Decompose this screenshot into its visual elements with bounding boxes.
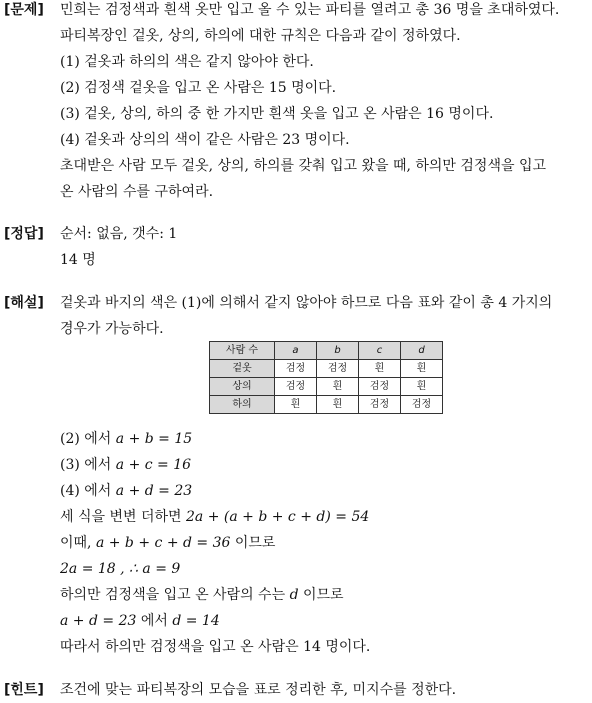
table-header-cell: c — [359, 342, 401, 360]
table-cell: 흰 — [401, 378, 443, 396]
table-row-header: 하의 — [210, 396, 275, 414]
table-row — [210, 378, 443, 396]
hint-line: 조건에 맞는 파티복장의 모습을 표로 정리한 후, 미지수를 정한다. — [60, 682, 457, 698]
equation-line: a + d = 23 에서 d = 14 — [60, 613, 220, 629]
answer-text — [60, 221, 590, 273]
equation-line: (4) 에서 a + d = 23 — [60, 483, 193, 499]
problem-line: (1) 겉옷과 하의의 색은 같지 않아야 한다. — [60, 54, 314, 70]
problem-text — [60, 0, 590, 205]
table-cell: 검정 — [317, 360, 359, 378]
case-table — [209, 341, 443, 414]
equation-line: (2) 에서 a + b = 15 — [60, 431, 193, 447]
table-cell: 검정 — [275, 378, 317, 396]
answer-line: 순서: 없음, 갯수: 1 — [60, 226, 178, 242]
table-cell: 흰 — [401, 360, 443, 378]
problem-line: 온 사람의 수를 구하여라. — [60, 184, 214, 200]
hint-text — [60, 677, 590, 703]
solution-line: 경우가 가능하다. — [60, 321, 164, 337]
equation-line: (3) 에서 a + c = 16 — [60, 457, 192, 473]
table-cell: 흰 — [359, 360, 401, 378]
equation-line: 하의만 검정색을 입고 온 사람의 수는 d 이므로 — [60, 587, 344, 603]
problem-line: 민희는 검정색과 흰색 옷만 입고 올 수 있는 파티를 열려고 총 36 명을 초대하였다. — [60, 2, 560, 18]
table-cell: 흰 — [317, 396, 359, 414]
table-cell: 흰 — [317, 378, 359, 396]
table-cell: 검정 — [401, 396, 443, 414]
table-header-cell: b — [317, 342, 359, 360]
problem-label: [문제] — [4, 2, 44, 18]
table-row — [210, 360, 443, 378]
problem-line: 초대받은 사람 모두 겉옷, 상의, 하의를 갖춰 입고 왔을 때, 하의만 검정색을 입고 — [60, 158, 546, 174]
solution-line: 겉옷과 바지의 색은 (1)에 의해서 같지 않아야 하므로 다음 표와 같이 총 4 가지의 — [60, 295, 553, 311]
problem-line: 파티복장인 겉옷, 상의, 하의에 대한 규칙은 다음과 같이 정하였다. — [60, 28, 461, 44]
table-row-header: 겉옷 — [210, 360, 275, 378]
equation-line: 2a = 18 , ∴ a = 9 — [60, 561, 181, 577]
solution-label: [해설] — [4, 295, 44, 311]
table-header-cell: a — [275, 342, 317, 360]
problem-line: (3) 겉옷, 상의, 하의 중 한 가지만 흰색 옷을 입고 온 사람은 16 명이다. — [60, 106, 494, 122]
hint-label: [힌트] — [4, 682, 44, 698]
table-row — [210, 396, 443, 414]
equation-line: 따라서 하의만 검정색을 입고 온 사람은 14 명이다. — [60, 639, 371, 655]
answer-line: 14 명 — [60, 252, 96, 268]
table-cell: 검정 — [359, 396, 401, 414]
table-cell: 흰 — [275, 396, 317, 414]
answer-label: [정답] — [4, 226, 44, 242]
solution-intro — [60, 290, 590, 342]
equation-line: 이때, a + b + c + d = 36 이므로 — [60, 535, 276, 551]
problem-line: (4) 겉옷과 상의의 색이 같은 사람은 23 명이다. — [60, 132, 350, 148]
equation-line: 세 식을 변변 더하면 2a + (a + b + c + d) = 54 — [60, 509, 370, 525]
table-header-row — [210, 342, 443, 360]
table-cell: 검정 — [359, 378, 401, 396]
problem-line: (2) 검정색 겉옷을 입고 온 사람은 15 명이다. — [60, 80, 337, 96]
table-header-cell: 사람 수 — [210, 342, 275, 360]
table-row-header: 상의 — [210, 378, 275, 396]
table-header-cell: d — [401, 342, 443, 360]
table-cell: 검정 — [275, 360, 317, 378]
